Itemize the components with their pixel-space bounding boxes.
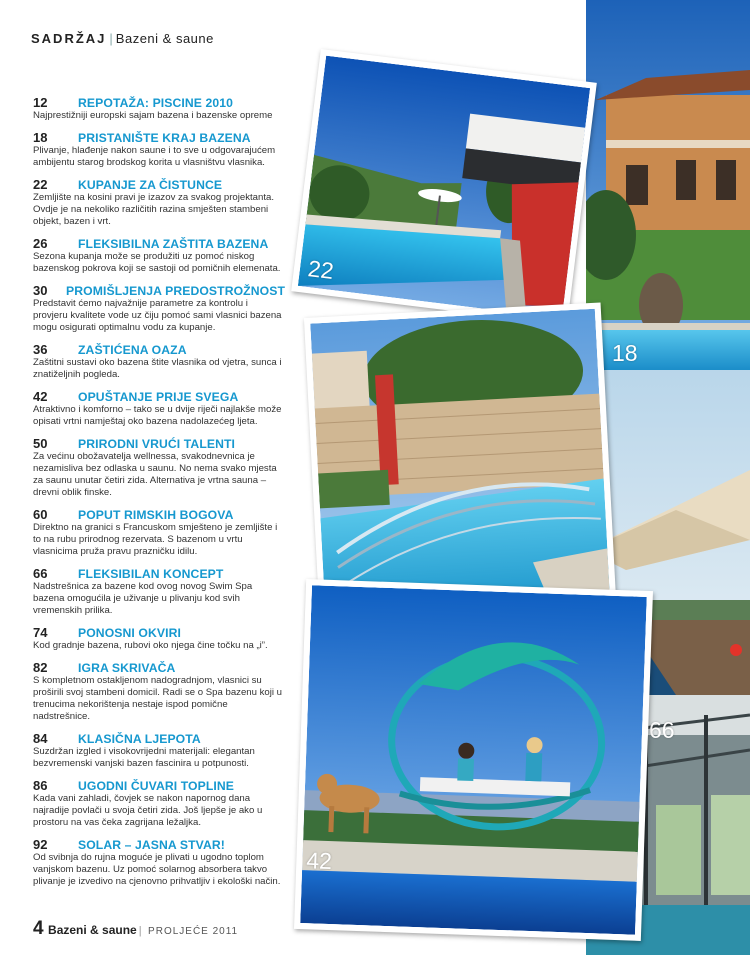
toc-page-number: 84 (33, 731, 48, 746)
photo-page-number: 42 (305, 847, 333, 875)
toc-title[interactable]: UGODNI ČUVARI TOPLINE (78, 779, 235, 793)
magazine-name: Bazeni & saune (115, 31, 214, 46)
toc-title[interactable]: PRIRODNI VRUĆI TALENTI (78, 437, 236, 451)
toc-page-number: 50 (33, 436, 48, 451)
toc-title[interactable]: KLASIČNA LJEPOTA (78, 732, 201, 746)
photo-page-number: 22 (306, 255, 336, 285)
toc-description: Plivanje, hlađenje nakon saune i to sve u odgovarajućem ambijentu starog brodskog korita u vlasništvu vlasnika. (33, 145, 276, 168)
toc-title[interactable]: KUPANJE ZA ČISTUNCE (78, 178, 223, 192)
toc-page-number: 36 (33, 342, 48, 357)
toc-entry[interactable] (33, 660, 285, 723)
toc-description: Kod gradnje bazena, rubovi oko njega čine točku na „i”. (33, 640, 268, 651)
photo-page-number: 18 (612, 340, 638, 366)
toc-description: Najprestižniji europski sajam bazena i bazenske opreme (33, 110, 273, 121)
toc-title[interactable]: REPOTAŽA: PISCINE 2010 (78, 96, 234, 110)
toc-entry[interactable] (33, 177, 285, 228)
toc-entry[interactable] (33, 236, 285, 275)
toc-description: Za većinu obožavatelja wellnessa, svakodnevnica je nezamisliva bez odlaska u saunu. No nema svako mjesta za saunu unutar četiri zida. Alternativa je vrtna sauna – drevni oblik finske. (33, 451, 277, 498)
page-footer (33, 918, 238, 940)
toc-page-number: 74 (33, 625, 48, 640)
toc-page-number: 82 (33, 660, 48, 675)
toc-description: Od svibnja do rujna moguće je plivati u ugodno toplom vanjskom bazenu. Uz pomoć solarnog absorbera takvo plivanje je izvedivo na cjenovno prihvatljiv i ekološki način. (33, 852, 281, 887)
toc-description: Zemljište na kosini pravi je izazov za svakog projektanta. Ovdje je na nekoliko različitih razina smješten stambeni objekt, bazen i vrt. (33, 192, 275, 227)
photo-card-22 (291, 49, 597, 325)
toc-entry[interactable] (33, 778, 285, 829)
toc-entry[interactable] (33, 625, 285, 652)
toc-entry[interactable] (33, 342, 285, 381)
toc-title[interactable]: FLEKSIBILNA ZAŠTITA BAZENA (78, 237, 269, 251)
toc-page-number: 92 (33, 837, 48, 852)
table-of-contents (33, 95, 285, 896)
toc-description: Direktno na granici s Francuskom smješteno je zemljište i to na rubu prirodnog rezervata. S bazenom u vrtu vlasnicima pruža pravu prazničku idilu. (33, 522, 278, 557)
toc-entry[interactable] (33, 389, 285, 428)
toc-page-number: 42 (33, 389, 48, 404)
toc-entry[interactable] (33, 731, 285, 770)
toc-title[interactable]: FLEKSIBILAN KONCEPT (78, 567, 224, 581)
toc-page-number: 86 (33, 778, 48, 793)
toc-description: Predstavit ćemo najvažnije parametre za kontrolu i provjeru kvalitete vode uz čiju pomoć sami vlasnici bazena mogu osigurati optimalnu vodu za kupanje. (33, 298, 282, 333)
photo-card-42 (294, 579, 653, 941)
toc-entry[interactable] (33, 566, 285, 617)
toc-page-number: 30 (33, 283, 48, 298)
toc-page-number: 22 (33, 177, 48, 192)
photo-villa-18 (586, 0, 750, 370)
toc-description: Zaštitni sustavi oko bazena štite vlasnika od vjetra, sunca i znatiželjnih pogleda. (33, 357, 282, 380)
header-divider: | (109, 31, 113, 46)
toc-description: Kada vani zahladi, čovjek se nakon napornog dana najradije povlači u svoja četiri zida. Još ljepše je ako u prostoru na vas čeka zagrijana ležaljka. (33, 793, 263, 828)
toc-entry[interactable] (33, 436, 285, 499)
folio-page-number: 4 (33, 918, 44, 939)
toc-title[interactable]: SOLAR – JASNA STVAR! (78, 838, 225, 852)
photo-page-number: 66 (649, 717, 675, 743)
toc-page-number: 26 (33, 236, 48, 251)
toc-page-number: 18 (33, 130, 48, 145)
section-title: SADRŽAJ (31, 31, 107, 46)
toc-entry[interactable] (33, 130, 285, 169)
page-header (31, 31, 214, 46)
toc-title[interactable]: PRISTANIŠTE KRAJ BAZENA (78, 131, 251, 145)
toc-description: Nadstrešnica za bazene kod ovog novog Swim Spa bazena omogućila je uživanje u plivanju kod svih vremenskih prilika. (33, 581, 253, 616)
footer-issue: PROLJEĆE 2011 (148, 926, 239, 937)
toc-description: S kompletnom ostakljenom nadogradnjom, vlasnici su proširili svoj stambeni domicil. Radi se o Spa bazenu koji u trenucima nekorištenja nestaje ispod pomične nadstrešnice. (33, 675, 283, 722)
toc-title[interactable]: PROMIŠLJENJA PREDOSTROŽNOST (66, 284, 285, 298)
toc-entry[interactable] (33, 283, 285, 334)
toc-entry[interactable] (33, 95, 285, 122)
toc-page-number: 12 (33, 95, 48, 110)
toc-entry[interactable] (33, 507, 285, 558)
toc-description: Atraktivno i komforno – tako se u dvije riječi najlakše može opisati vrtni namještaj oko bazena nadolazećeg ljeta. (33, 404, 282, 427)
footer-magazine-name: Bazeni & saune (48, 923, 137, 937)
footer-divider: | (138, 925, 142, 937)
toc-title[interactable]: PONOSNI OKVIRI (78, 626, 181, 640)
toc-description: Sezona kupanja može se produžiti uz pomoć niskog bazenskog pokrova koji se sastoji od pomičnih elemenata. (33, 251, 281, 274)
toc-entry[interactable] (33, 837, 285, 888)
toc-title[interactable]: POPUT RIMSKIH BOGOVA (78, 508, 234, 522)
toc-description: Suzdržan izgled i visokovrijedni materijali: elegantan bezvremenski vanjski bazen fascinira u potpunosti. (33, 746, 255, 769)
toc-title[interactable]: ZAŠTIĆENA OAZA (78, 343, 187, 357)
toc-title[interactable]: OPUŠTANJE PRIJE SVEGA (78, 390, 239, 404)
toc-page-number: 66 (33, 566, 48, 581)
toc-title[interactable]: IGRA SKRIVAČA (78, 661, 176, 675)
toc-page-number: 60 (33, 507, 48, 522)
